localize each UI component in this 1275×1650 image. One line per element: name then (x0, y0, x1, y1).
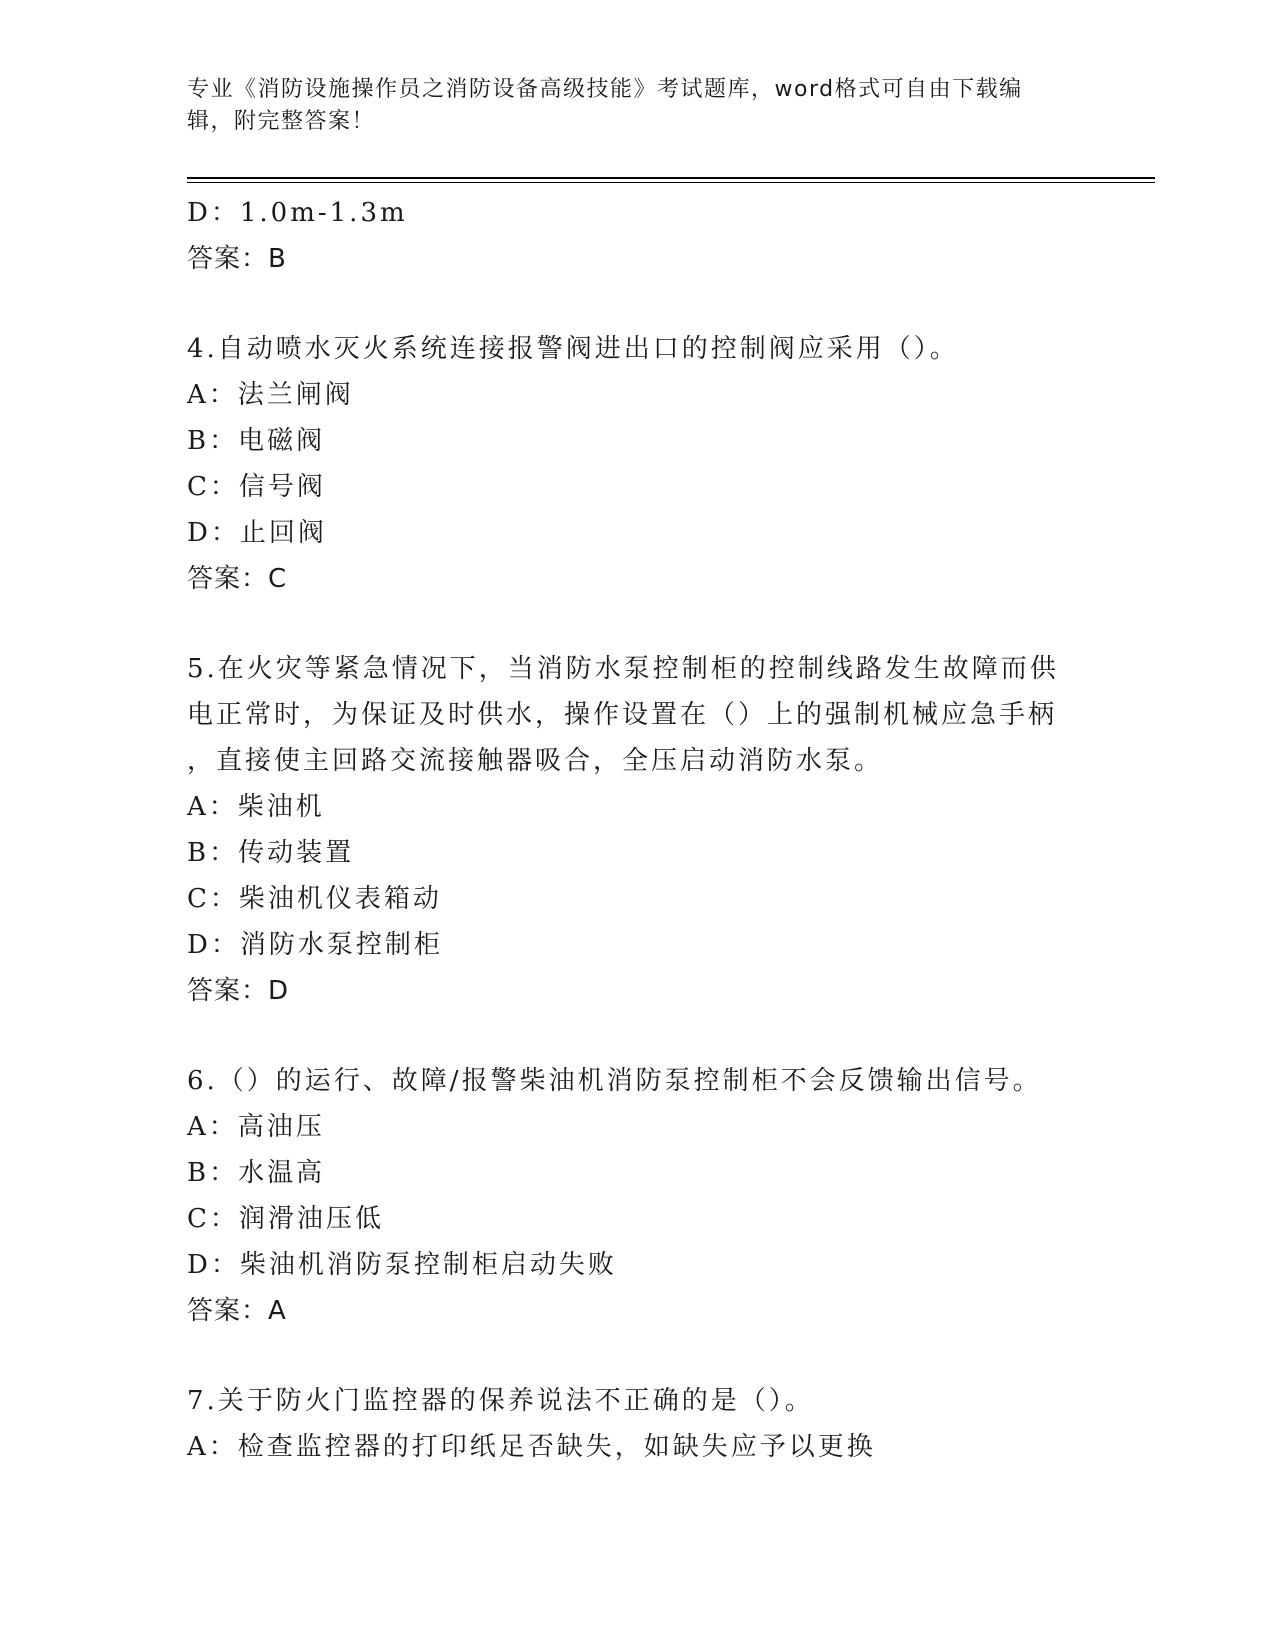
question-stem-line-2: 电正常时，为保证及时供水，操作设置在（）上的强制机械应急手柄 (187, 700, 1058, 730)
header-line-1: 专业《消防设施操作员之消防设备高级技能》考试题库，word格式可自由下载编 (187, 77, 1023, 102)
question-list (187, 190, 1087, 1470)
option-d: D：消防水泵控制柜 (187, 930, 443, 960)
option-c: C：柴油机仪表箱动 (187, 884, 442, 914)
question-4 (187, 326, 1087, 602)
header-line-2: 辑，附完整答案！ (187, 109, 376, 134)
question-5 (187, 646, 1087, 1014)
option-a: A：柴油机 (187, 792, 325, 822)
header-divider-thick (187, 177, 1155, 179)
option-b: B：电磁阀 (187, 426, 326, 456)
option-d: D：止回阀 (187, 518, 327, 548)
question-stem: 4.自动喷水灭火系统连接报警阀进出口的控制阀应采用（）。 (187, 334, 959, 364)
spacer (187, 1334, 1087, 1378)
option-b: B：传动装置 (187, 838, 355, 868)
option-d: D：1.0m-1.3m (187, 198, 408, 228)
answer: 答案：D (187, 976, 290, 1006)
header-divider-thin (187, 182, 1155, 183)
question-6 (187, 1058, 1087, 1334)
spacer (187, 602, 1087, 646)
question-stem-line-1: 5.在火灾等紧急情况下，当消防水泵控制柜的控制线路发生故障而供 (187, 654, 1059, 684)
question-7 (187, 1378, 1087, 1470)
spacer (187, 282, 1087, 326)
option-a: A：高油压 (187, 1112, 325, 1142)
option-a: A：检查监控器的打印纸足否缺失，如缺失应予以更换 (187, 1432, 876, 1462)
answer: 答案：A (187, 1296, 287, 1326)
question-3-tail (187, 190, 1087, 282)
answer: 答案：C (187, 564, 288, 594)
option-c: C：润滑油压低 (187, 1204, 384, 1234)
question-stem-line-3: ，直接使主回路交流接触器吸合，全压启动消防水泵。 (187, 746, 884, 776)
option-d: D：柴油机消防泵控制柜启动失败 (187, 1250, 617, 1280)
option-a: A：法兰闸阀 (187, 380, 354, 410)
question-stem: 6.（）的运行、故障/报警柴油机消防泵控制柜不会反馈输出信号。 (187, 1066, 1042, 1096)
option-b: B：水温高 (187, 1158, 326, 1188)
option-c: C：信号阀 (187, 472, 326, 502)
document-header (187, 74, 1067, 138)
answer: 答案：B (187, 244, 287, 274)
spacer (187, 1014, 1087, 1058)
question-stem: 7.关于防火门监控器的保养说法不正确的是（）。 (187, 1386, 814, 1416)
